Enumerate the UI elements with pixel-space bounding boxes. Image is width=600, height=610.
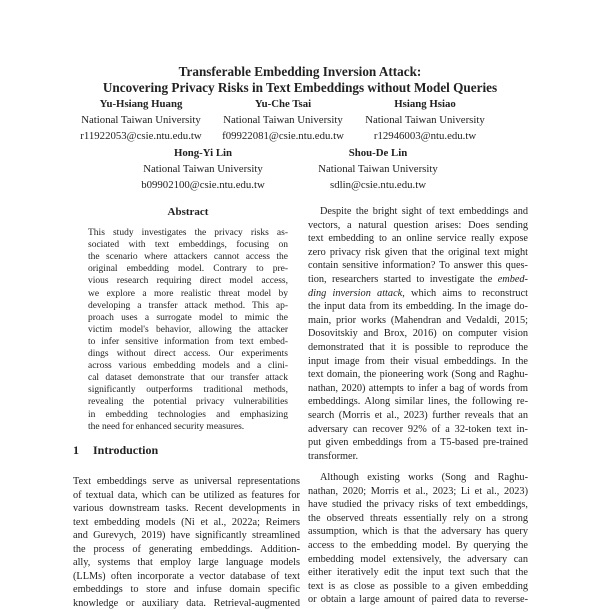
text-line: we explore a more realistic threat model by	[88, 288, 288, 299]
text-line: ally, systems that employ large language models	[73, 557, 300, 568]
section-number: 1	[73, 443, 79, 457]
text-line: contain sensitive information? To answer this ques-	[308, 260, 528, 272]
author-email: f09922081@csie.ntu.edu.tw	[222, 130, 344, 142]
section-heading-introduction	[73, 443, 158, 457]
text-line: the scenario where attackers cannot access the	[88, 252, 288, 263]
text-line: either iteratively edit the input text such that the	[308, 567, 528, 579]
text-line: tion, researchers started to investigate the embed-	[308, 274, 528, 285]
text-line: (LLMs) often incorporate a vector database of text	[73, 570, 300, 582]
author-email: r12946003@ntu.edu.tw	[373, 130, 477, 142]
section-title: Introduction	[93, 443, 159, 457]
text-line: victim model's behavior, allowing the attacker	[88, 324, 288, 335]
author-affiliation: National Taiwan University	[143, 163, 263, 175]
author-name: Yu-Hsiang Huang	[99, 98, 183, 110]
text-line: of textual data, which can be utilized as features for	[73, 489, 300, 501]
text-line: text embedding to an online service really expose	[308, 233, 528, 245]
text-line: embedding model extensively, the adversary can	[308, 553, 528, 565]
author-affiliation: National Taiwan University	[365, 114, 485, 126]
text-line: knowledge or auxiliary data. Retrieval-augmented	[73, 597, 300, 609]
text-line: ding inversion attack, which aims to reconstruct	[308, 287, 528, 299]
text-line: assumption, which is that the adversary has query	[308, 526, 528, 538]
text-line: vectors, a natural question arises: Does sending	[308, 219, 528, 231]
text-line: input image from their visual embeddings. In the	[308, 355, 528, 367]
text-line: Dosovitskiy and Brox, 2016) on computer vision	[308, 328, 528, 340]
text-line: search (Morris et al., 2023) further reveals that an	[308, 410, 528, 421]
text-line: sociated with text embeddings, focusing on	[88, 240, 288, 251]
text-line: Despite the bright sight of text embeddings and	[320, 206, 528, 217]
text-line: in embedding technologies and emphasizing	[88, 409, 288, 420]
text-line: developing a transfer attack method. This ap-	[88, 300, 288, 311]
text-line: put given embeddings from a T5-based pre-trained	[308, 437, 528, 449]
text-line: the need for enhanced security measures.	[88, 421, 245, 432]
text-line: zero privacy risk given that the original text might	[308, 246, 528, 258]
paper-title-line-2: Uncovering Privacy Risks in Text Embeddings without Model Queries	[102, 80, 498, 95]
text-line: the observed threats essentially rely on a strong	[308, 512, 528, 524]
text-line: and Gurevych, 2019) have significantly streamlined	[73, 530, 300, 541]
text-line: vious research requiring direct model access,	[88, 276, 288, 287]
text-line: This study investigates the privacy risks as-	[88, 228, 288, 238]
text-line: proach uses a surrogate model to mimic the	[88, 312, 288, 323]
text-line: original embedding model. Contrary to pre-	[88, 264, 288, 275]
author-affiliation: National Taiwan University	[318, 163, 438, 175]
text-line: revealing the potential privacy vulnerabilities	[88, 397, 288, 408]
text-line: the process of generating embeddings. Addition-	[73, 543, 300, 555]
text-line: or obtain a large amount of paired data to reverse-	[308, 594, 528, 606]
text-line: demonstrated that it is possible to reproduce the	[308, 342, 528, 353]
text-line: have studied the privacy risks of text embeddings,	[308, 499, 528, 511]
author-affiliation: National Taiwan University	[223, 114, 343, 126]
text-line: to infer sensitive information from text embed-	[88, 336, 288, 347]
author-name: Yu-Che Tsai	[254, 98, 312, 110]
paper-title-line-1: Transferable Embedding Inversion Attack:	[178, 64, 422, 79]
text-line: nathan, 2020; Morris et al., 2023; Li et al., 2023)	[308, 485, 528, 497]
text-line: main, prior works (Mahendran and Vedaldi, 2015;	[308, 314, 528, 326]
author-email: b09902100@csie.ntu.edu.tw	[141, 179, 265, 191]
text-line: the input data from its embedding. In the image do-	[308, 301, 528, 313]
text-line: across various embedding models and a clini-	[88, 361, 288, 372]
text-line: nathan, 2020) attempts to infer a bag of words from	[308, 382, 528, 394]
text-line: cal dataset demonstrate that our transfer attack	[88, 373, 288, 384]
author-name: Shou-De Lin	[348, 147, 408, 159]
text-line: Text embeddings serve as universal representations	[73, 476, 300, 487]
text-line: adversary can recover 92% of a 32-token text in-	[308, 423, 528, 435]
text-line: embeddings. Along similar lines, the following re-	[308, 396, 528, 408]
text-line: transformer.	[308, 450, 359, 462]
text-line: significantly outperforms traditional methods,	[88, 385, 288, 396]
text-line: text embedding models (Ni et al., 2022a; Reimers	[73, 516, 300, 528]
emphasis: ding inversion attack	[308, 287, 403, 299]
text-line: text domain, the pioneering work (Song and Raghu-	[308, 369, 528, 381]
text-line: Although existing works (Song and Raghu-	[320, 472, 528, 483]
text-line: dings without direct access. Our experiments	[88, 349, 288, 359]
author-email: r11922053@csie.ntu.edu.tw	[80, 130, 202, 142]
author-name: Hong-Yi Lin	[173, 147, 233, 159]
text-line: text is as close as possible to a given embedding	[308, 580, 528, 592]
author-affiliation: National Taiwan University	[81, 114, 201, 126]
author-email: sdlin@csie.ntu.edu.tw	[329, 179, 427, 191]
text-line: various downstream tasks. Recent developments in	[73, 503, 300, 514]
author-name: Hsiang Hsiao	[394, 98, 456, 110]
emphasis: embed-	[497, 274, 528, 285]
text-line: embeddings to store and infuse domain specific	[73, 584, 300, 595]
abstract-heading: Abstract	[167, 206, 209, 218]
text-line: access to the embedding model. By querying the	[308, 540, 528, 551]
